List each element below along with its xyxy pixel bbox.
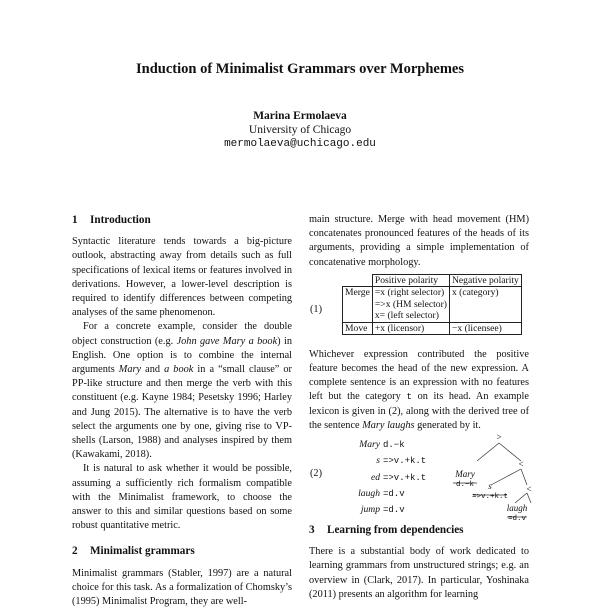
mg-paragraph-2: main structure. Merge with head movement (HM) concatenates pronounced features of the heads of its arguments, providing a simple implementation of concatenative morphology. bbox=[309, 214, 529, 268]
mg-paragraph-1: Minimalist grammars (Stabler, 1997) are a natural choice for this task. As a formalization of Chomsky’s (1995) Minimalist Program, they are well- bbox=[72, 567, 292, 608]
lexicon-entry bbox=[331, 502, 426, 518]
lexicon-features: =>v.+k.t bbox=[383, 456, 427, 467]
tree-leaf-features: d.−k bbox=[455, 481, 475, 490]
feature-polarity-table bbox=[342, 274, 522, 336]
tree-leaf-word: laugh bbox=[506, 503, 528, 514]
section-number: 2 bbox=[72, 545, 78, 558]
section-title: Learning from dependencies bbox=[327, 524, 464, 537]
table-cell bbox=[372, 287, 449, 323]
paper-title: Induction of Minimalist Grammars over Morphemes bbox=[136, 61, 464, 77]
tree-node-root: > bbox=[496, 432, 502, 443]
lexicon-features: =d.v bbox=[383, 505, 405, 516]
tree-edge bbox=[515, 493, 527, 503]
text-span: Whichever expression contributed the positive feature becomes the head of the new expression. A complete sentence is an expression with no features left but the category bbox=[309, 348, 529, 403]
lexicon-word: Mary bbox=[359, 439, 380, 451]
table-cell: x (category) bbox=[449, 287, 521, 323]
lexicon-word: ed bbox=[370, 471, 380, 483]
section-heading-minimalist-grammars bbox=[72, 544, 292, 558]
tree-leaf-word: s bbox=[488, 481, 492, 492]
author-name: Marina Ermolaeva bbox=[253, 110, 347, 122]
tree-node-inner: < bbox=[518, 459, 524, 470]
tree-leaf-features: =d.v bbox=[507, 515, 527, 524]
table-row-label: Move bbox=[343, 322, 373, 335]
derived-tree bbox=[431, 431, 531, 527]
example-number: (2) bbox=[310, 468, 323, 480]
table-cell: −x (licensee) bbox=[449, 322, 521, 335]
lexicon-word: s bbox=[376, 455, 380, 467]
section-number: 1 bbox=[72, 214, 78, 226]
lexicon-features: d.−k bbox=[383, 440, 405, 451]
intro-paragraph-2 bbox=[72, 320, 292, 462]
lexicon-list bbox=[331, 437, 426, 518]
tree-edge bbox=[521, 469, 527, 485]
italic-term: Mary bbox=[118, 364, 142, 376]
table-cell-line: =>x (HM selector) bbox=[374, 298, 447, 310]
tree-edge bbox=[527, 493, 531, 503]
tree-node-lower: < bbox=[526, 484, 532, 495]
section-number: 3 bbox=[309, 524, 315, 537]
table-cell: +x (licensor) bbox=[372, 322, 449, 335]
category-symbol: t bbox=[406, 391, 412, 403]
author-email: mermolaeva@uchicago.edu bbox=[224, 138, 376, 150]
section-title: Minimalist grammars bbox=[90, 545, 195, 558]
table-corner bbox=[343, 274, 373, 287]
section-heading-introduction bbox=[72, 213, 292, 227]
lexicon-entry bbox=[331, 437, 426, 453]
table-row bbox=[343, 287, 522, 323]
lexicon-features: =d.v bbox=[383, 488, 405, 499]
intro-paragraph-1: Syntactic literature tends towards a big-picture outlook, abstracting away from details such as full specifications of lexical items or features involved in derivations. However, a lower-level description is required to identify differences between competing analyses of the same phenomenon. bbox=[72, 236, 292, 319]
left-column bbox=[72, 213, 292, 609]
text-span: and bbox=[141, 364, 165, 376]
example-sentence: Mary laughs bbox=[362, 419, 415, 431]
example-sentence: John gave Mary a book bbox=[176, 335, 278, 347]
text-span: on its head. An example lexicon is given in (2), along with the derived tree of the sentence bbox=[309, 391, 529, 431]
text-span: in a “small clause” or PP-like structure and then merge the verb with this constituent (e.g. Kayne 1984; Pesetsky 1996; Harley and Jung 2015). The alternative is to have the verb select the arguments one by one, giving rise to VP-shells (Larson, 1988) and analyses inspired by them (Kawakami, 2018). bbox=[72, 364, 292, 461]
example-1-table-block bbox=[309, 274, 529, 348]
text-span: generated by it. bbox=[414, 419, 481, 431]
text-span: ) in English. One option is to combine the internal arguments bbox=[72, 335, 293, 376]
author-affiliation: University of Chicago bbox=[248, 124, 352, 136]
italic-term: a book bbox=[164, 364, 194, 376]
tree-leaf-word: Mary bbox=[455, 469, 475, 480]
table-header: Negative polarity bbox=[449, 274, 521, 287]
tree-edge bbox=[477, 443, 499, 461]
table-header: Positive polarity bbox=[372, 274, 449, 287]
lexicon-entry bbox=[331, 486, 426, 502]
lexicon-entry bbox=[331, 470, 426, 486]
tree-edge bbox=[491, 469, 521, 485]
lexicon-word: laugh bbox=[358, 487, 380, 499]
mg-paragraph-3 bbox=[309, 348, 529, 433]
table-cell-line: =x (right selector) bbox=[374, 287, 445, 299]
intro-paragraph-3: It is natural to ask whether it would be possible, assuming a sufficiently rich formalism compatible with the Minimalist framework, to choose the answer to this and similar questions based on some robust quantitative metric. bbox=[72, 463, 292, 532]
right-column bbox=[309, 213, 532, 602]
example-number: (1) bbox=[310, 303, 323, 315]
table-row bbox=[343, 322, 522, 335]
table-header-row bbox=[343, 274, 522, 287]
learning-paragraph-1: There is a substantial body of work dedicated to learning grammars from unstructured strings; e.g. an overview in (Clark, 2017). In particular, Yoshinaka (2011) presents an algorithm for learning bbox=[309, 546, 529, 600]
section-title: Introduction bbox=[90, 214, 151, 226]
lexicon-features: =>v.+k.t bbox=[383, 472, 427, 483]
tree-leaf-features: =>v.+k.t bbox=[471, 493, 509, 502]
lexicon-word: jump bbox=[360, 504, 380, 516]
table-row-label: Merge bbox=[343, 287, 373, 323]
lexicon-entry bbox=[331, 453, 426, 469]
text-span: For a concrete example, consider the double object construction (e.g. bbox=[72, 321, 292, 347]
example-2-block bbox=[309, 432, 532, 524]
table-cell-line: x= (left selector) bbox=[374, 310, 439, 322]
